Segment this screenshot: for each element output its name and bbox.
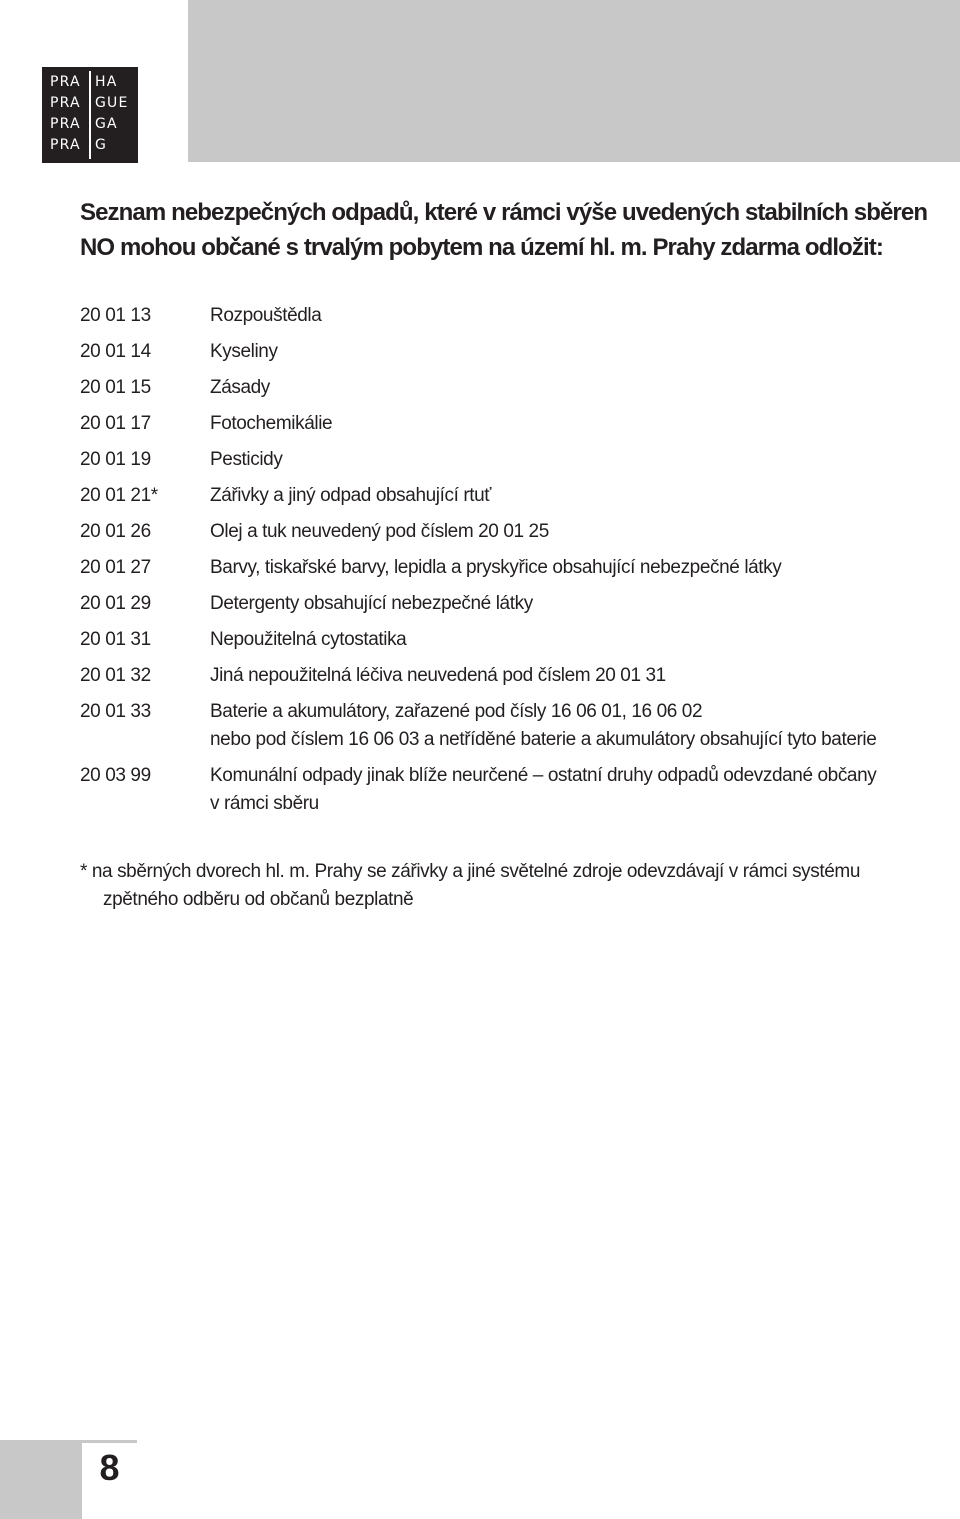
waste-description-line: Detergenty obsahující nebezpečné látky	[210, 593, 533, 614]
logo-text-left: PRA	[50, 95, 81, 111]
waste-code: 20 01 13	[80, 305, 151, 326]
logo-text-left: PRA	[50, 116, 81, 132]
page-heading	[80, 195, 960, 265]
waste-description	[210, 374, 940, 402]
waste-description-line: Zásady	[210, 377, 270, 398]
waste-description-line: v rámci sběru	[210, 793, 319, 814]
waste-row	[80, 518, 940, 546]
heading-line: Seznam nebezpečných odpadů, které v rámci výše uvedených stabilních sběren	[80, 199, 928, 226]
waste-code: 20 03 99	[80, 765, 151, 786]
waste-description	[210, 518, 940, 546]
waste-description	[210, 590, 940, 618]
waste-code: 20 01 32	[80, 665, 151, 686]
waste-description-line: nebo pod číslem 16 06 03 a netříděné baterie a akumulátory obsahující tyto baterie	[210, 729, 877, 750]
heading-line: NO mohou občané s trvalým pobytem na území hl. m. Prahy zdarma odložit:	[80, 234, 883, 261]
logo-text-left: PRA	[50, 74, 81, 90]
logo-text-left: PRA	[50, 137, 81, 153]
waste-code: 20 01 17	[80, 413, 151, 434]
waste-description-line: Zářivky a jiný odpad obsahující rtuť	[210, 485, 492, 506]
page-number: 8	[82, 1443, 137, 1519]
footnote	[80, 858, 940, 914]
waste-row	[80, 662, 940, 690]
waste-code: 20 01 21*	[80, 485, 158, 506]
waste-row	[80, 410, 940, 438]
header-banner	[188, 0, 960, 162]
waste-row	[80, 590, 940, 618]
waste-code: 20 01 14	[80, 341, 151, 362]
waste-description	[210, 410, 940, 438]
waste-description-line: Komunální odpady jinak blíže neurčené – ostatní druhy odpadů odevzdané občany	[210, 765, 877, 786]
waste-description-line: Barvy, tiskařské barvy, lepidla a pryskyřice obsahující nebezpečné látky	[210, 557, 782, 578]
waste-description	[210, 554, 940, 582]
waste-description-line: Olej a tuk neuvedený pod číslem 20 01 25	[210, 521, 549, 542]
waste-row	[80, 482, 940, 510]
waste-row	[80, 302, 940, 330]
waste-description	[210, 338, 940, 366]
waste-description	[210, 762, 940, 818]
waste-description	[210, 446, 940, 474]
logo-divider	[89, 71, 91, 159]
waste-row	[80, 626, 940, 654]
waste-description-line: Rozpouštědla	[210, 305, 322, 326]
waste-code: 20 01 15	[80, 377, 151, 398]
waste-description-line: Baterie a akumulátory, zařazené pod čísly 16 06 01, 16 06 02	[210, 701, 703, 722]
waste-description	[210, 626, 940, 654]
waste-code: 20 01 29	[80, 593, 151, 614]
waste-description	[210, 302, 940, 330]
waste-code: 20 01 27	[80, 557, 151, 578]
waste-row	[80, 554, 940, 582]
waste-description-line: Nepoužitelná cytostatika	[210, 629, 407, 650]
footnote-line: * na sběrných dvorech hl. m. Prahy se zářivky a jiné světelné zdroje odevzdávají v rámci systému	[80, 861, 861, 882]
footnote-line: zpětného odběru od občanů bezplatně	[103, 889, 414, 910]
logo-text-right: G	[95, 137, 108, 153]
waste-code: 20 01 26	[80, 521, 151, 542]
waste-row	[80, 698, 940, 754]
waste-code: 20 01 31	[80, 629, 151, 650]
waste-code: 20 01 33	[80, 701, 151, 722]
logo-text-right: GUE	[95, 95, 129, 111]
logo-text-right: HA	[95, 74, 118, 90]
waste-row	[80, 762, 940, 818]
waste-description-line: Jiná nepoužitelná léčiva neuvedená pod číslem 20 01 31	[210, 665, 666, 686]
praha-logo	[42, 67, 138, 163]
waste-description-line: Pesticidy	[210, 449, 283, 470]
waste-description	[210, 698, 940, 754]
waste-description-line: Fotochemikálie	[210, 413, 333, 434]
waste-row	[80, 338, 940, 366]
waste-description-line: Kyseliny	[210, 341, 278, 362]
waste-row	[80, 374, 940, 402]
waste-row	[80, 446, 940, 474]
logo-text-right: GA	[95, 116, 118, 132]
waste-description	[210, 662, 940, 690]
waste-code: 20 01 19	[80, 449, 151, 470]
waste-description	[210, 482, 940, 510]
waste-code-list	[80, 302, 940, 826]
